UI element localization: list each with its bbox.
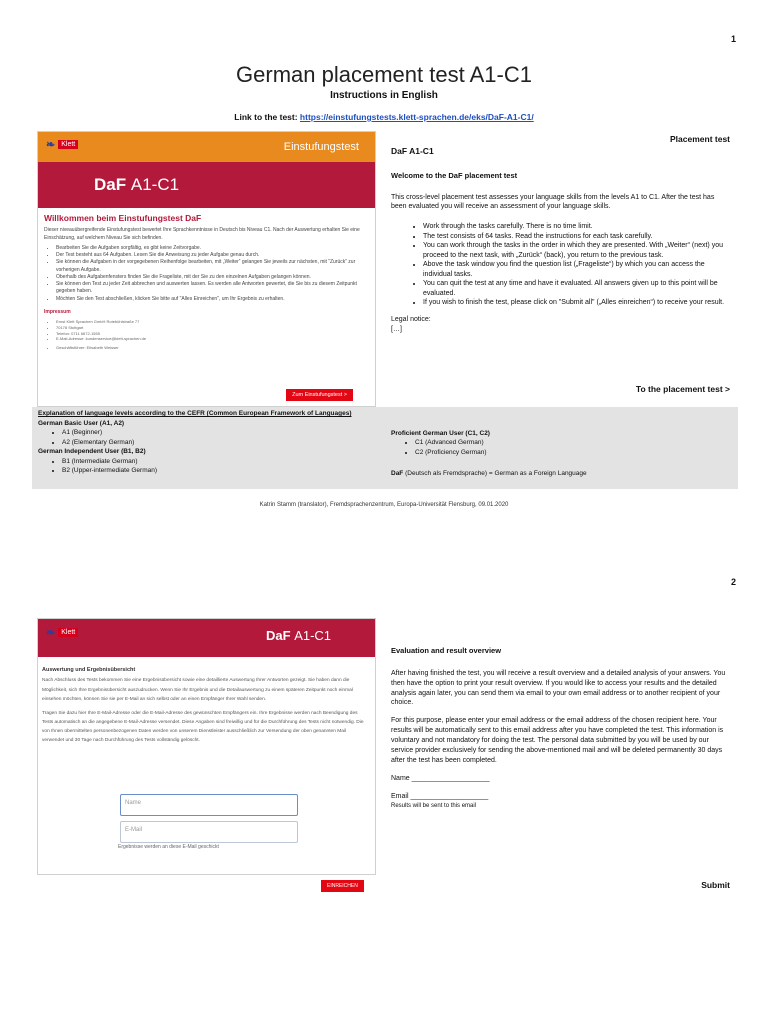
instructions-list (423, 222, 731, 307)
evaluation-screenshot (37, 618, 376, 875)
klett-logo-text: Klett (58, 140, 78, 149)
list-item: • B2 (Upper-intermediate German) (62, 466, 157, 475)
name-field-line: Name ____________________ (391, 775, 490, 783)
impressum-label: Impressum (44, 308, 71, 315)
list-item: • Bearbeiten Sie die Aufgaben sorgfältig, es gibt keine Zeitvorgabe. (56, 245, 369, 252)
manager-line: • Geschäftsführer: Elisabeth Weisser (56, 345, 369, 351)
klett-header-bar (38, 132, 375, 162)
impressum-line: • E-Mail-Adresse: kundenservice@klett-sprachen.de (56, 336, 369, 342)
list-item: • A2 (Elementary German) (62, 438, 157, 447)
legal-notice-label: Legal notice: (391, 316, 431, 324)
zum-einstufungstest-button[interactable]: Zum Einstufungstest > (286, 389, 353, 401)
paragraph: Tragen Sie dazu hier Ihre E-Mail-Adresse oder die E-Mail-Adresse des gewünschten Empfängers ein. Ihre Ergebnisse werden nach Beendigung des Tests automatisch an die angegebene E-Mail-Adresse versendet. Diese Angaben sind freiwillig und für die Durchführung des Tests nicht notwendig. Die von Ihnen übermittelten personenbezogenen Daten werden von unserem Dienstleister ausschließlich zur Versendung der oben genannten Mail verwendet und 30 Tage nach Durchführung des Tests vollständig gelöscht. (42, 710, 364, 744)
submit-label[interactable]: Submit (701, 880, 730, 890)
evaluation-heading: Auswertung und Ergebnisübersicht (42, 667, 136, 673)
placement-test-label: Placement test (670, 134, 730, 144)
klett-logo (46, 626, 78, 639)
list-item: • C1 (Advanced German) (415, 438, 490, 447)
intro-text: Dieser niveauübergreifende Einstufungstest bewertet Ihre Sprachkenntnisse in Deutsch bis Niveau C1. Nach der Auswertung erhalten Sie eine Einschätzung, auf welchem Niveau Sie sich befinden. (44, 227, 360, 241)
evaluation-heading: Evaluation and result overview (391, 646, 502, 655)
daf-text: DaF (94, 175, 127, 194)
placement-test-screenshot (37, 131, 376, 407)
document-title: German placement test A1-C1 (236, 62, 532, 87)
levels-left-column (38, 419, 157, 476)
impressum-line: • Ernst Klett Sprachen GmbH Rotebühlstraße 77 (56, 319, 369, 325)
levels-right-column (391, 429, 490, 457)
level-text: A1-C1 (130, 175, 180, 194)
page-number: 1 (730, 34, 736, 44)
proficient-user-heading: Proficient German User (C1, C2) (391, 430, 490, 437)
list-item: • B1 (Intermediate German) (62, 457, 157, 466)
to-placement-test-link[interactable]: To the placement test > (635, 384, 730, 394)
levels-heading: Explanation of language levels according to the CEFR (Common European Framework of Languages) (38, 410, 352, 417)
daf-meaning: (Deutsch als Fremdsprache) = German as a Foreign Language (403, 470, 587, 477)
daf-banner-title (94, 175, 179, 195)
page-number: 2 (730, 577, 736, 587)
daf-banner (38, 162, 375, 208)
screenshot-body (44, 212, 369, 354)
klett-logo-text: Klett (58, 628, 78, 637)
test-link[interactable]: https://einstufungstests.klett-sprachen.de/eks/DaF-A1-C1/ (299, 112, 534, 122)
paragraph: For this purpose, please enter your email address or the email address of the chosen recipient here. Your results will be automatically sent to this email address after you have completed the test. This information is voluntary and not mandatory for doing the test. The personal data submitted by you will be used by our service provider exclusively for sending the above-mentioned mail and will be deleted permanently 30 days after the test has been completed. (391, 717, 724, 765)
list-item: • Sie können die Aufgaben in der vorgegebenen Reihenfolge bearbeiten, mit „Weiter“ gelangen Sie jeweils zur nächsten, mit “Zurück” zur vorherigen Aufgabe. (56, 259, 369, 274)
list-item: • Sie können den Test zu jeder Zeit abbrechen und auswerten lassen. Es werden alle Antworten gewertet, die Sie bis zu diesem Zeitpunkt gegeben haben. (56, 281, 369, 296)
klett-logo-icon: ❧ (46, 139, 56, 151)
list-item: • Oberhalb des Aufgabenfensters finden Sie die Frageliste, mit der Sie zu den einzelnen Aufgaben gelangen können. (56, 274, 369, 281)
impressum-line: • Telefon: 0711 6672-1555 (56, 331, 369, 337)
basic-user-heading: German Basic User (A1, A2) (38, 420, 125, 427)
welcome-heading: Welcome to the DaF placement test (391, 171, 518, 181)
list-item: • You can work through the tasks in the order in which they are presented. With „Weiter“ (next) you proceed to the next task, with „Zurück“ (back), you return to the previous task. (423, 241, 731, 260)
impressum-line: • 70178 Stuttgart (56, 325, 369, 331)
independent-user-heading: German Independent User (B1, B2) (38, 448, 146, 456)
list-item: • Above the task window you find the question list („Frageliste“) by which you can access the individual tasks. (423, 260, 731, 279)
name-input[interactable]: Name (120, 794, 298, 816)
daf-definition (391, 469, 587, 478)
einreichen-button[interactable]: EINREICHEN (321, 880, 364, 892)
list-item: • You can quit the test at any time and have it evaluated. All answers given up to this point will be evaluated. (423, 279, 731, 298)
english-instructions (391, 146, 731, 334)
list-item: • C2 (Proficiency German) (415, 448, 490, 457)
test-link-line (0, 112, 768, 122)
level-text: A1-C1 (294, 628, 332, 643)
daf-banner (38, 619, 375, 657)
footer-credit: Katrin Stamm (translator), Fremdsprachenzentrum, Europa-Universität Flensburg, 09.01.2020 (259, 502, 509, 508)
list-item: • Work through the tasks carefully. There is no time limit. (423, 222, 731, 231)
list-item: • A1 (Beginner) (62, 428, 157, 437)
daf-abbr: DaF (391, 470, 404, 477)
list-item: • Der Test besteht aus 64 Aufgaben. Lesen Sie die Anweisung zu jeder Aufgabe genau durch. (56, 252, 369, 259)
daf-banner-title (266, 628, 331, 643)
screenshot-body (42, 665, 364, 745)
email-field-line: Email ____________________ (391, 793, 489, 801)
link-prefix: Link to the test: (234, 112, 300, 122)
email-hint: Ergebnisse werden an diese E-Mail geschickt (118, 844, 219, 850)
klett-logo (46, 138, 78, 151)
levels-box (32, 407, 738, 489)
intro-paragraph: This cross-level placement test assesses your language skills from the levels A1 to C1. After the test has been evaluated you will receive an assessment of your language skills. (391, 193, 715, 211)
list-item: • Möchten Sie den Test abschließen, klicken Sie bitte auf "Alles Einreichen", um Ihr Ergebnis zu erhalten. (56, 296, 369, 303)
email-input[interactable]: E-Mail (120, 821, 298, 843)
welcome-heading: Willkommen beim Einstufungstest DaF (44, 213, 202, 223)
list-item: • If you wish to finish the test, please click on "Submit all" („Alles einreichen“) to receive your result. (423, 298, 731, 307)
document-subtitle: Instructions in English (330, 90, 438, 101)
paragraph: After having finished the test, you will receive a result overview and a detailed analysis of your answers. You then have the option to print your result overview. If you would like to access your results and the detailed analysis again later, you can send them via email to your own email address or to another recipient of your choice. (391, 669, 726, 707)
evaluation-instructions (391, 646, 731, 810)
legal-notice-body: […] (391, 325, 402, 333)
paragraph: Nach Abschluss des Tests bekommen Sie eine Ergebnisübersicht sowie eine detaillierte Auswertung Ihrer Antworten gezeigt. Sie haben dann die Möglichkeit, sich Ihre Ergebnisübersicht auszudrucken. Wenn Sie Ihr Ergebnis und die Detailauswertung zu einem späteren Zeitpunkt noch einmal einsehen möchten, können Sie sie per E-Mail an sich selbst oder an einen Empfänger Ihrer Wahl senden. (42, 678, 353, 702)
einstufungstest-label: Einstufungstest (283, 141, 359, 153)
email-note: Results will be sent to this email (391, 802, 477, 809)
list-item: • The test consists of 64 tasks. Read the instructions for each task carefully. (423, 232, 731, 241)
daf-text: DaF (266, 628, 291, 643)
klett-logo-icon: ❧ (46, 627, 56, 639)
daf-heading: DaF A1-C1 (391, 146, 434, 156)
